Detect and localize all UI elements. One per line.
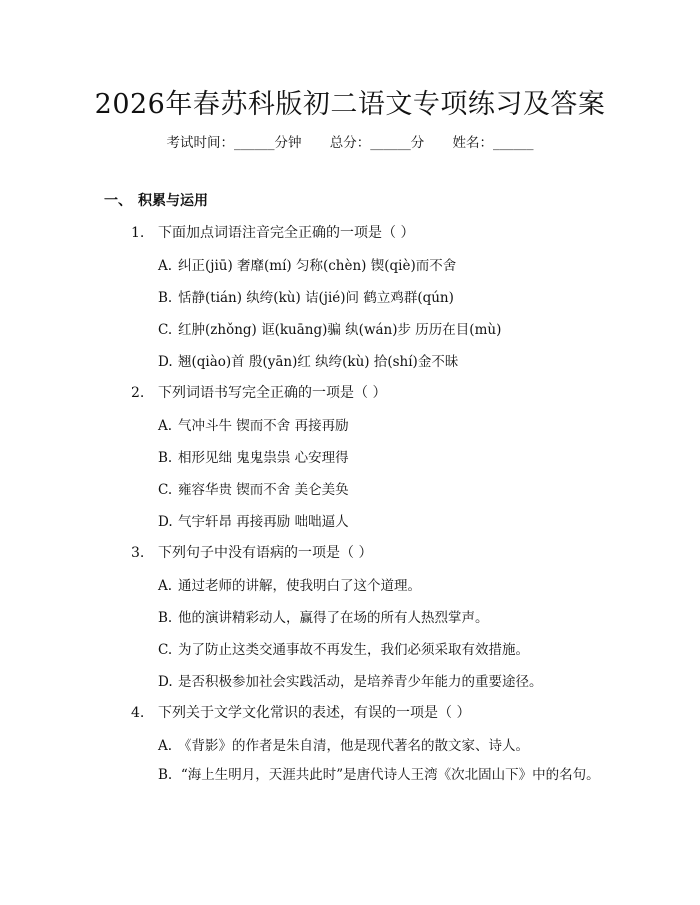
question-2-option-a [158,414,349,434]
question-3 [131,542,372,562]
exam-info [0,131,700,151]
option-letter: C. [158,482,173,498]
question-number: 2. [131,385,145,401]
option-text: 为了防止这类交通事故不再发生，我们必须采取有效措施。 [178,642,529,658]
question-text: 下列词语书写完全正确的一项是（ ） [158,385,387,401]
option-letter: B. [158,290,173,306]
question-2-option-b [158,446,349,466]
option-letter: D. [158,354,173,370]
question-text: 下列关于文学文化常识的表述，有误的一项是（ ） [158,705,471,721]
option-letter: A. [158,578,173,594]
option-text: 相形见绌 鬼鬼祟祟 心安理得 [178,450,349,466]
question-3-option-d [158,670,543,690]
section-heading [104,190,208,210]
option-letter: D. [158,514,173,530]
option-text: 红肿(zhǒng) 诓(kuāng)骗 纨(wán)步 历历在目(mù) [178,322,502,338]
question-2 [131,382,386,402]
option-text: 恬静(tián) 纨绔(kù) 诘(jié)问 鹤立鸡群(qún) [178,290,454,306]
option-text: 气宇轩昂 再接再励 咄咄逼人 [178,514,349,530]
question-3-option-c [158,638,529,658]
question-text: 下列句子中没有语病的一项是（ ） [158,545,373,561]
option-letter: A. [158,418,173,434]
question-1-option-c [158,318,501,338]
option-text: “海上生明月，天涯共此时”是唐代诗人王湾《次北固山下》中的名句。 [180,767,600,783]
name-field: 姓名：______ [452,135,534,151]
option-letter: A. [158,258,173,274]
question-4-option-a [158,734,529,754]
option-letter: C. [158,322,173,338]
question-4-option-b [104,760,600,791]
total-score-field: 总分：______分 [329,135,425,151]
question-3-option-a [158,574,421,594]
section-number: 一、 [104,193,132,209]
question-4 [131,702,470,722]
option-letter: D. [158,674,173,690]
question-2-option-c [158,478,349,498]
option-text: 他的演讲精彩动人，赢得了在场的所有人热烈掌声。 [178,610,489,626]
question-number: 4. [131,705,145,721]
option-letter: B. [158,450,173,466]
exam-time-field: 考试时间：______分钟 [166,135,302,151]
option-text: 《背影》的作者是朱自清，他是现代著名的散文家、诗人。 [178,738,529,754]
section-title: 积累与运用 [138,193,208,209]
option-text: 翘(qiào)首 殷(yān)红 纨绔(kù) 拾(shí)金不昧 [178,354,459,370]
option-text: 是否积极参加社会实践活动，是培养青少年能力的重要途径。 [178,674,543,690]
option-text: 气冲斗牛 锲而不舍 再接再励 [178,418,349,434]
option-letter: C. [158,642,173,658]
question-1 [131,222,414,242]
question-2-option-d [158,510,349,530]
option-letter: A. [158,738,173,754]
question-1-option-a [158,254,456,274]
option-letter: B. [158,767,173,783]
question-1-option-d [158,350,458,370]
option-text: 纠正(jiū) 奢靡(mí) 匀称(chèn) 锲(qiè)而不舍 [178,258,457,274]
question-number: 3. [131,545,145,561]
option-text: 雍容华贵 锲而不舍 美仑美奂 [178,482,349,498]
question-3-option-b [158,606,489,626]
question-number: 1. [131,225,145,241]
page-title: 2026年春苏科版初二语文专项练习及答案 [94,89,606,120]
option-letter: B. [158,610,173,626]
question-text: 下面加点词语注音完全正确的一项是（ ） [158,225,415,241]
question-1-option-b [158,286,454,306]
option-text: 通过老师的讲解，使我明白了这个道理。 [178,578,421,594]
